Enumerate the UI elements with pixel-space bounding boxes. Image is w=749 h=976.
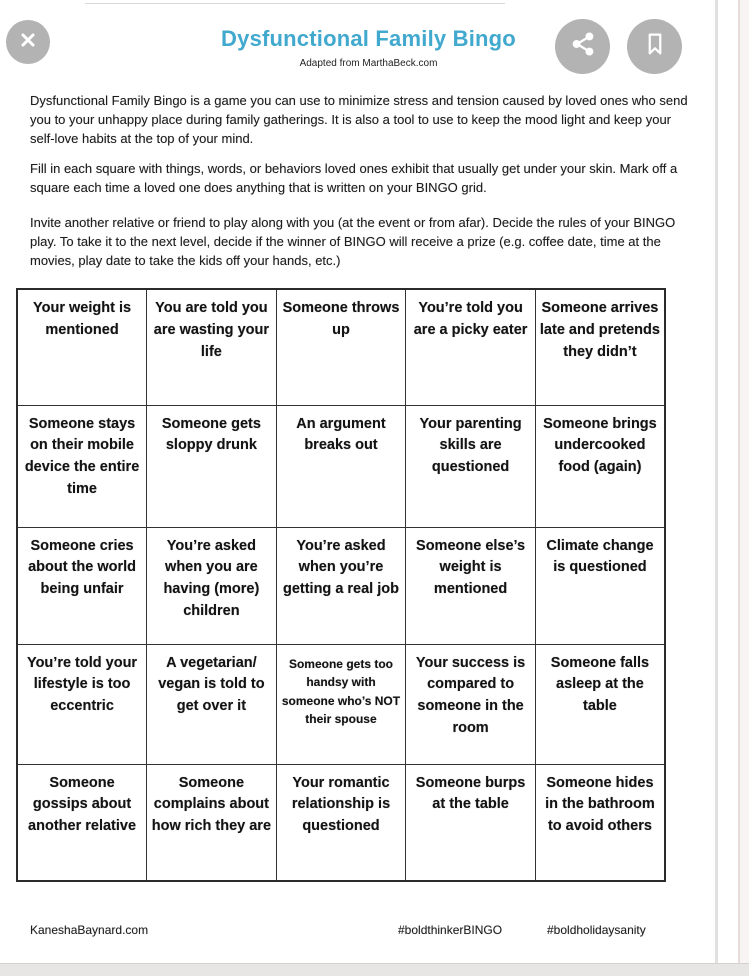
bingo-cell: An argument breaks out [276,405,406,527]
bingo-cell: Your success is compared to someone in the room [406,644,536,764]
intro-text [30,91,695,270]
bingo-cell: Someone falls asleep at the table [535,644,665,764]
bingo-cell: You’re told you are a picky eater [406,289,536,405]
bingo-cell: Someone cries about the world being unfair [17,527,147,644]
page-bottom-strip [0,963,749,976]
page-top-edge-line [85,3,505,4]
bingo-cell: Someone brings undercooked food (again) [535,405,665,527]
page-title: Dysfunctional Family Bingo [221,26,516,51]
bingo-cell: Your parenting skills are questioned [406,405,536,527]
bingo-cell: You’re asked when you’re getting a real job [276,527,406,644]
bingo-cell: You’re told your lifestyle is too eccentric [17,644,147,764]
footer-hashtag-2: #boldholidaysanity [547,923,646,937]
bingo-grid [16,288,666,882]
bingo-cell: Someone burps at the table [406,764,536,881]
screen-right-strip [740,0,749,963]
footer-website: KaneshaBaynard.com [30,923,149,937]
page-subtitle: Adapted from MarthaBeck.com [299,58,438,69]
bingo-cell: Someone gets sloppy drunk [147,405,277,527]
bingo-cell: Your romantic relationship is questioned [276,764,406,881]
bingo-row [17,289,665,405]
bingo-cell: A vegetarian/ vegan is told to get over it [147,644,277,764]
bingo-cell: Someone stays on their mobile device the entire time [17,405,147,527]
bingo-cell: You’re asked when you are having (more) children [147,527,277,644]
intro-paragraph-3: Invite another relative or friend to play along with you (at the event or from afar). Decide the rules of your BINGO play. To take it to the next level, decide if the winner of BINGO will receive a prize (e.g. coffee date, time at the movies, play date to take the kids off your hands, etc.) [30,215,676,268]
bingo-cell: Your weight is mentioned [17,289,147,405]
intro-paragraph-2: Fill in each square with things, words, or behaviors loved ones exhibit that usually get under your skin. Mark off a square each time a loved one does anything that is written on your BINGO grid. [30,161,678,195]
intro-paragraph-1: Dysfunctional Family Bingo is a game you can use to minimize stress and tension caused by loved ones who send you to your unhappy place during family gatherings. It is also a tool to use to keep the mood light and keep your self-love habits at the top of your mind. [30,93,688,146]
bingo-cell: Someone arrives late and pretends they didn’t [535,289,665,405]
bingo-cell: Someone complains about how rich they are [147,764,277,881]
bingo-row [17,527,665,644]
bingo-cell: Someone else’s weight is mentioned [406,527,536,644]
bingo-row [17,644,665,764]
bingo-cell: Someone throws up [276,289,406,405]
footer-hashtag-1: #boldthinkerBINGO [398,923,503,937]
bingo-row [17,764,665,881]
bingo-cell: Someone gossips about another relative [17,764,147,881]
bingo-cell: Climate change is questioned [535,527,665,644]
bingo-cell: Someone gets too handsy with someone who’s NOT their spouse [276,644,406,764]
bingo-cell: Someone hides in the bathroom to avoid others [535,764,665,881]
bingo-row [17,405,665,527]
page-right-edge-line [715,0,718,963]
bingo-cell: You are told you are wasting your life [147,289,277,405]
